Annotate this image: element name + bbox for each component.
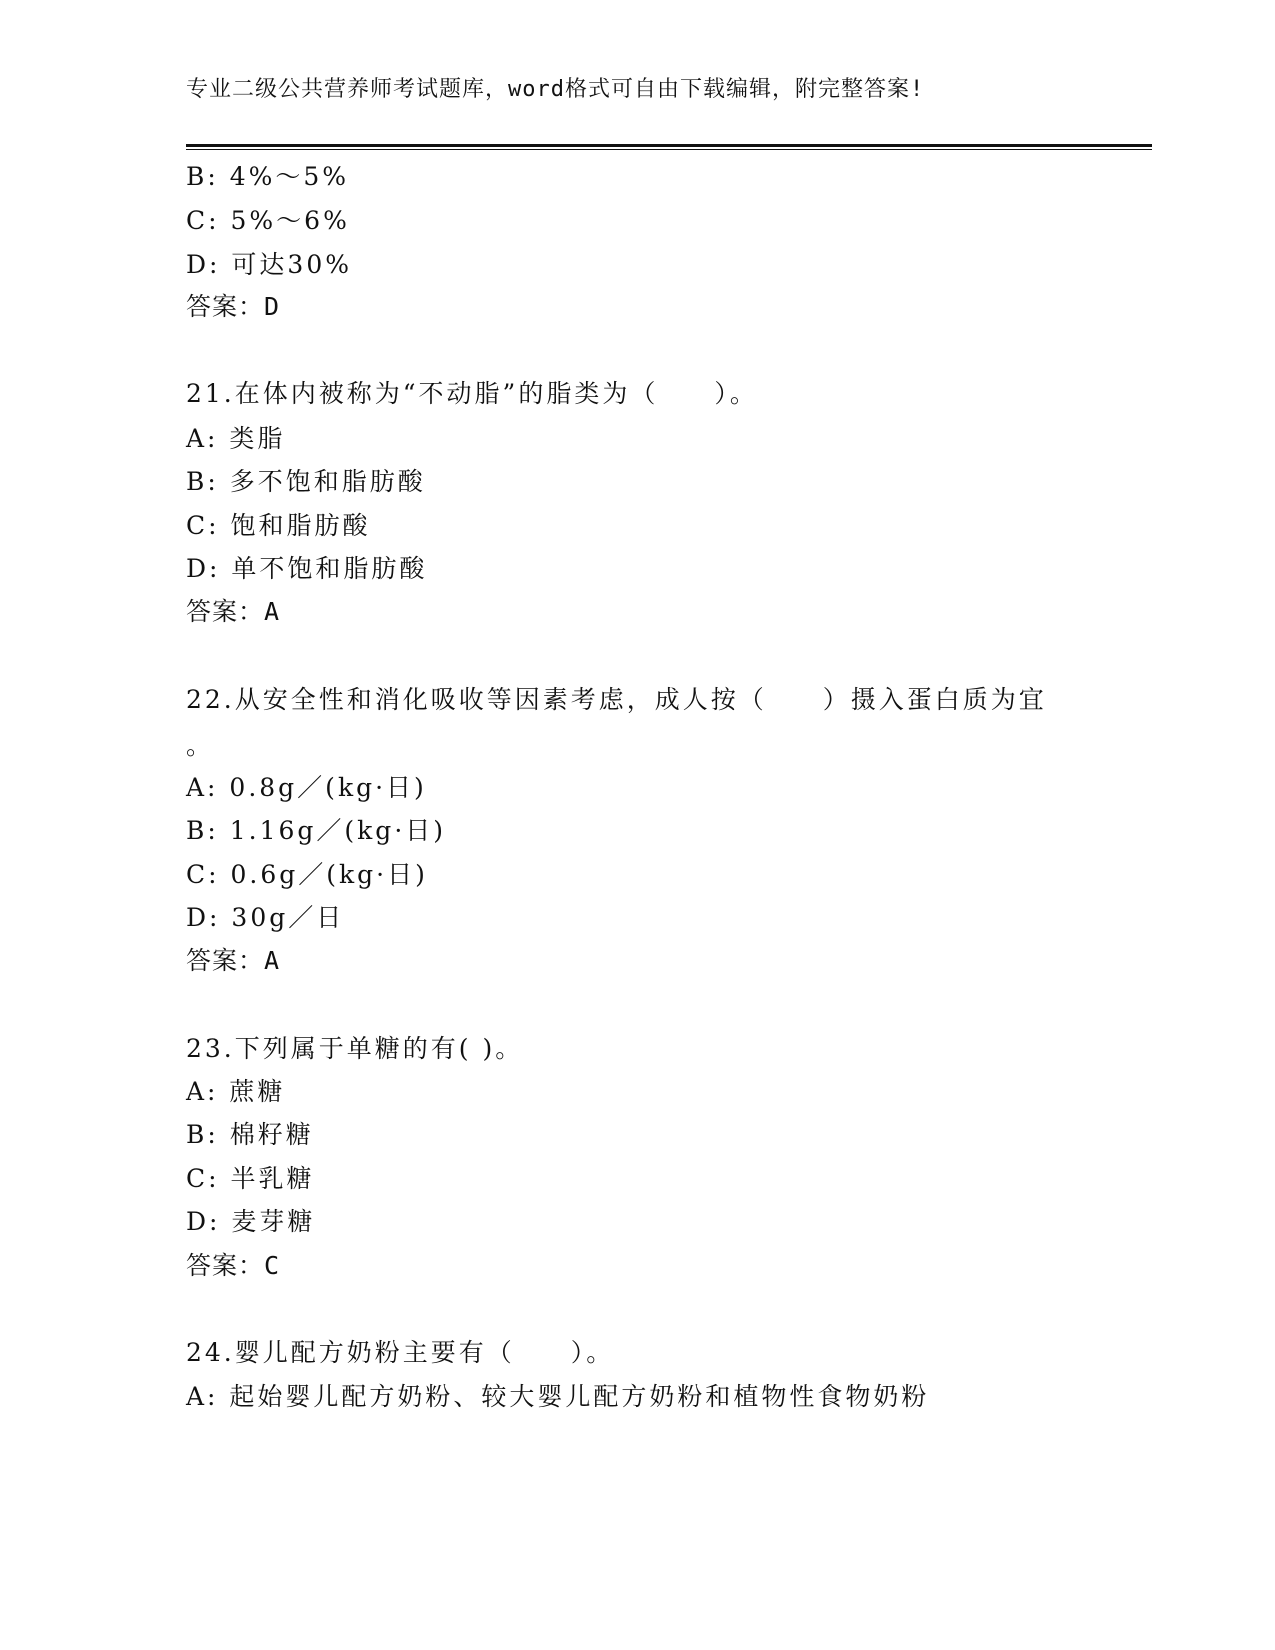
page-header: 专业二级公共营养师考试题库，word格式可自由下载编辑，附完整答案!: [186, 77, 925, 102]
answer-label: 答案：: [186, 1251, 265, 1280]
q21-stem: 21.在体内被称为“不动脂”的脂类为（ ）。: [186, 379, 758, 408]
answer-value: D: [264, 292, 281, 321]
answer-label: 答案：: [186, 946, 265, 975]
q24-option-a: A: 起始婴儿配方奶粉、较大婴儿配方奶粉和植物性食物奶粉: [186, 1382, 930, 1411]
q23-stem: 23.下列属于单糖的有( )。: [186, 1034, 524, 1063]
answer-value: C: [264, 1251, 281, 1280]
header-rule-thick: [186, 144, 1152, 147]
q20-option-c: C: 5%～6%: [186, 206, 350, 235]
header-rule-thin: [186, 149, 1152, 150]
q21-option-d: D: 单不饱和脂肪酸: [186, 554, 428, 583]
q22-stem-continuation: 。: [186, 731, 215, 760]
q21-option-a: A: 类脂: [186, 424, 286, 453]
answer-label: 答案：: [186, 292, 265, 321]
q20-answer: [186, 287, 280, 323]
q20-option-d: D: 可达30%: [186, 250, 352, 279]
q21-answer: [186, 592, 280, 628]
q22-stem: 22.从安全性和消化吸收等因素考虑，成人按（ ）摄入蛋白质为宜: [186, 685, 1047, 714]
q23-option-a: A: 蔗糖: [186, 1077, 286, 1106]
q22-option-a: A: 0.8g／(kg·日): [186, 773, 427, 802]
q23-option-d: D: 麦芽糖: [186, 1207, 316, 1236]
answer-value: A: [264, 597, 281, 626]
q22-option-c: C: 0.6g／(kg·日): [186, 860, 428, 889]
q23-option-c: C: 半乳糖: [186, 1164, 315, 1193]
q21-option-c: C: 饱和脂肪酸: [186, 511, 371, 540]
q23-option-b: B: 棉籽糖: [186, 1120, 314, 1149]
q22-option-b: B: 1.16g／(kg·日): [186, 816, 447, 845]
q22-option-d: D: 30g／日: [186, 903, 345, 932]
q22-answer: [186, 941, 280, 977]
q23-answer: [186, 1246, 280, 1282]
q24-stem: 24.婴儿配方奶粉主要有（ ）。: [186, 1338, 615, 1367]
answer-value: A: [264, 946, 281, 975]
q20-option-b: B: 4%～5%: [186, 162, 350, 191]
answer-label: 答案：: [186, 597, 265, 626]
q21-option-b: B: 多不饱和脂肪酸: [186, 467, 426, 496]
